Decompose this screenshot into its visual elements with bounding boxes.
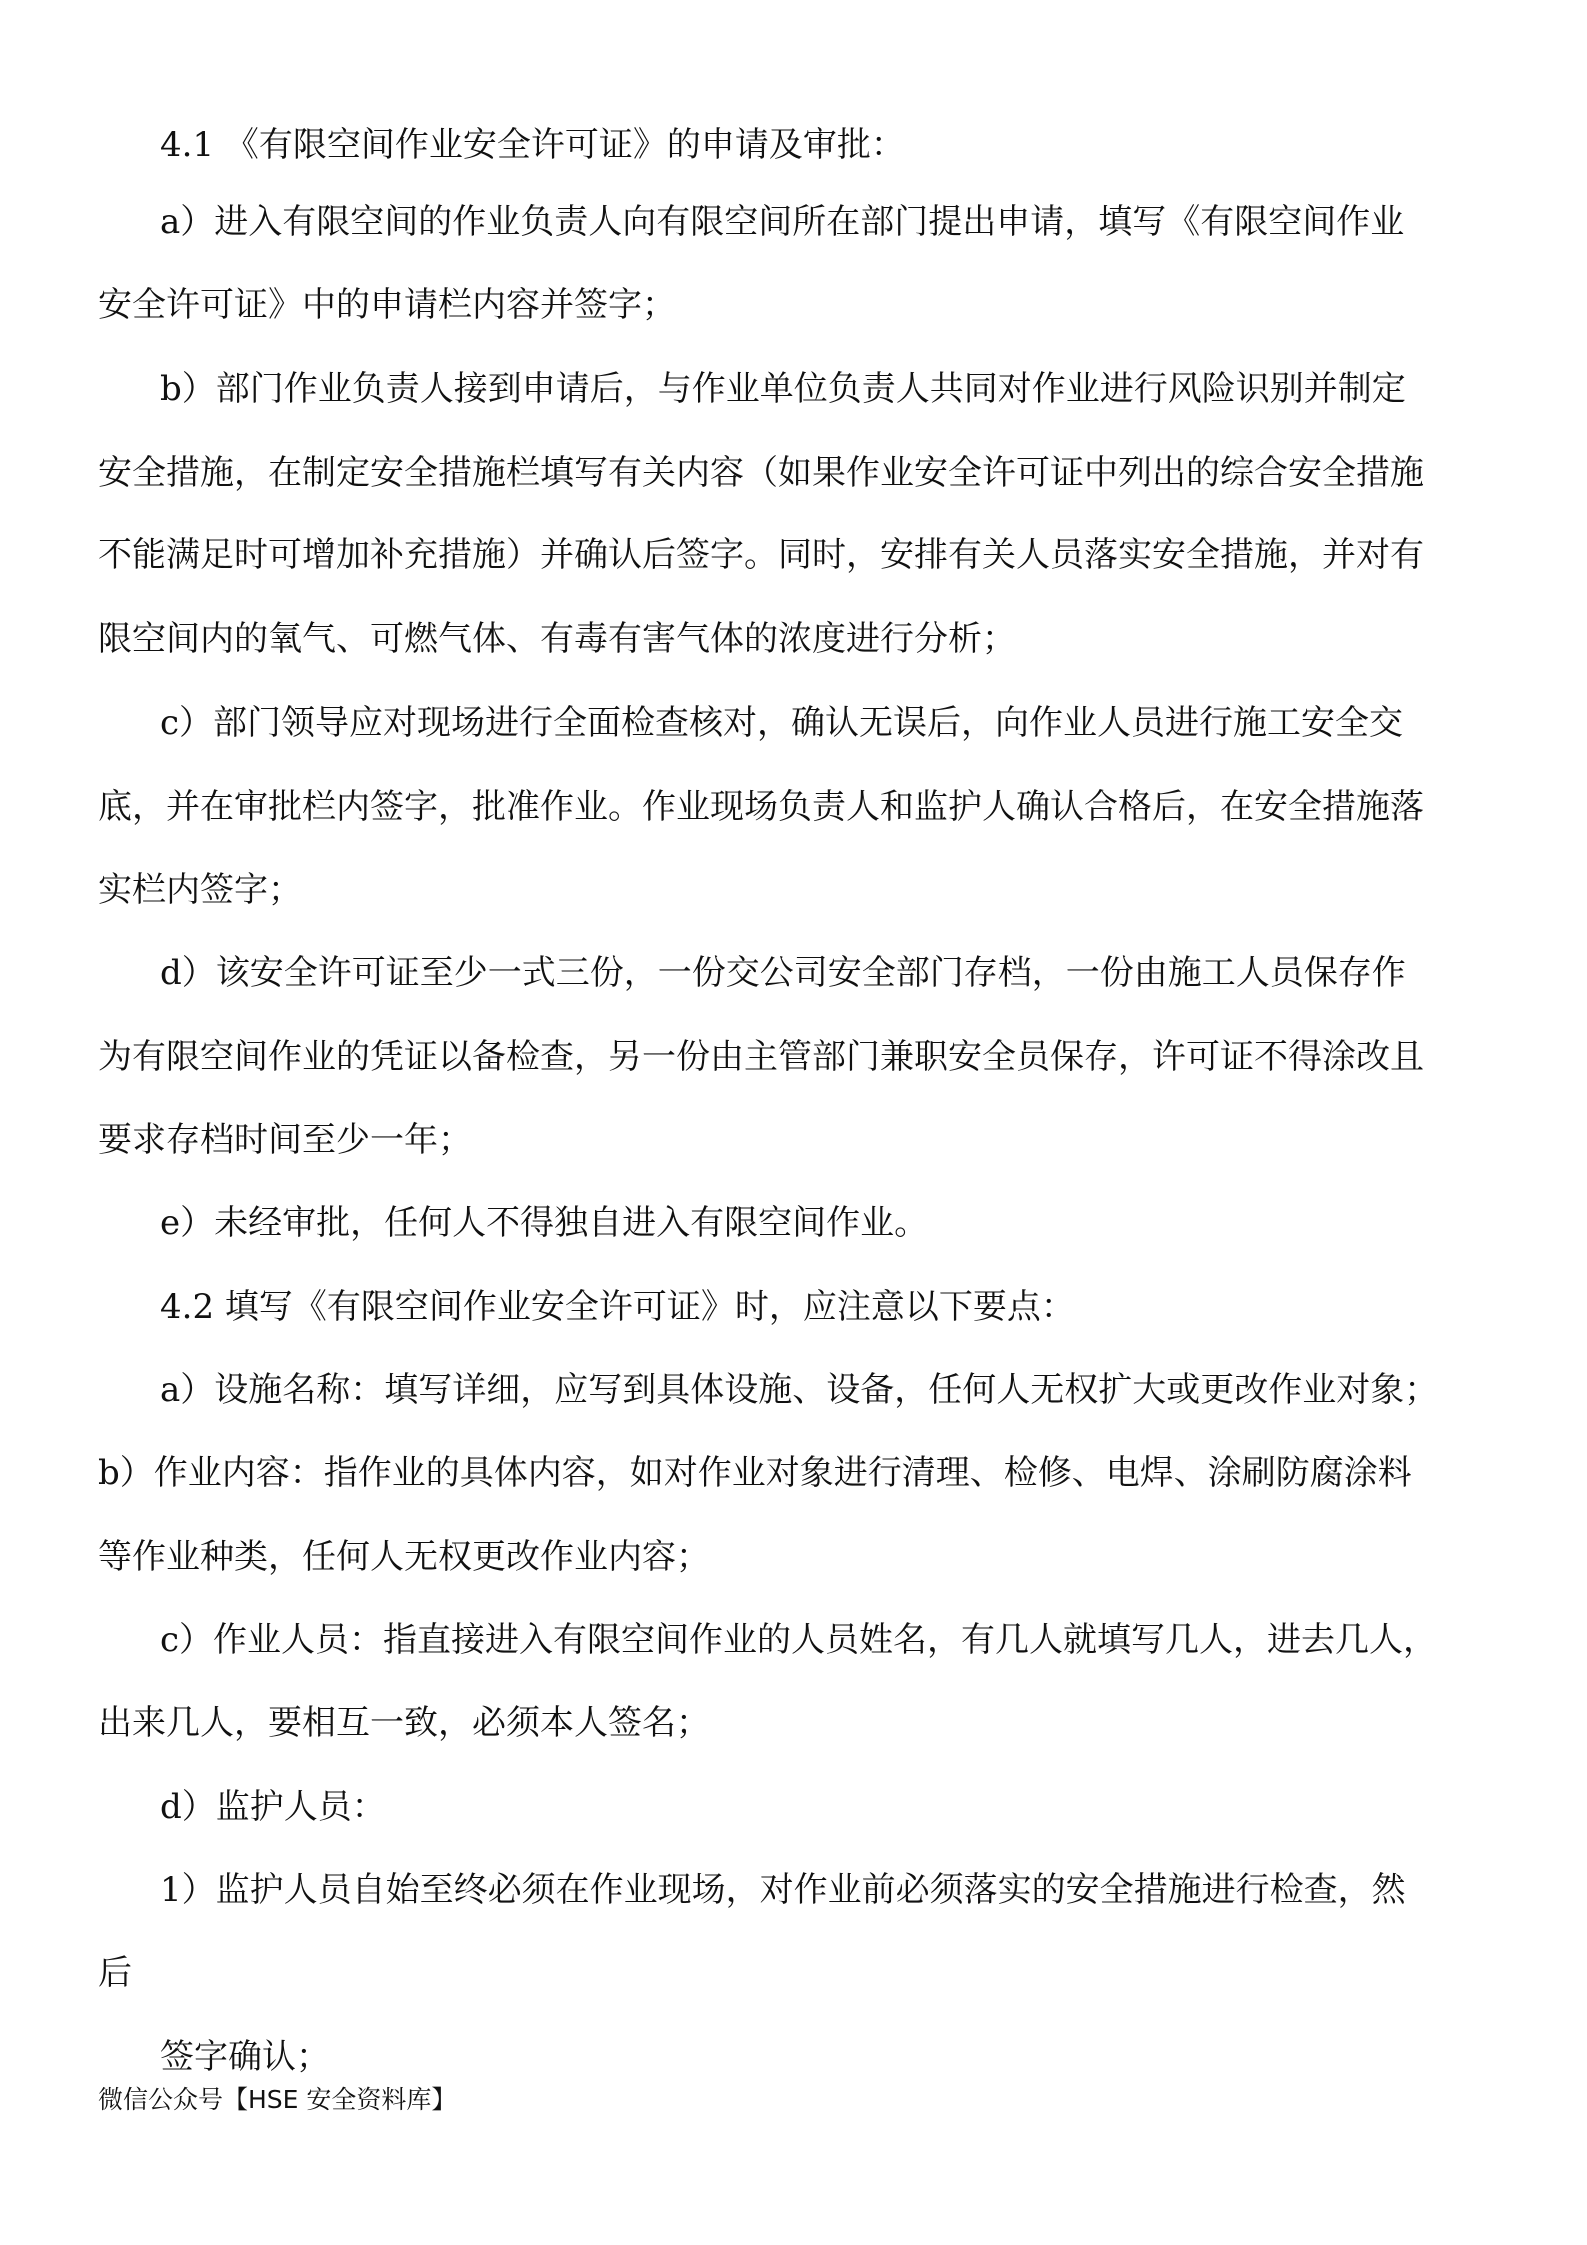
paragraph-a-line-2: 安全许可证》中的申请栏内容并签字；: [98, 285, 676, 325]
subitem-1-line-3: 签字确认；: [160, 2037, 330, 2077]
item-c-line-1: c）作业人员：指直接进入有限空间作业的人员姓名，有几人就填写几人，进去几人，: [160, 1620, 1438, 1660]
paragraph-b-line-1: b）部门作业负责人接到申请后，与作业单位负责人共同对作业进行风险识别并制定: [160, 369, 1406, 409]
paragraph-b-line-2: 安全措施，在制定安全措施栏填写有关内容（如果作业安全许可证中列出的综合安全措施: [98, 453, 1424, 493]
footer-watermark-text: 微信公众号【HSE 安全资料库】: [98, 2085, 457, 2114]
paragraph-c-line-1: c）部门领导应对现场进行全面检查核对，确认无误后，向作业人员进行施工安全交: [160, 703, 1404, 743]
paragraph-c-line-3: 实栏内签字；: [98, 870, 302, 910]
paragraph-b-line-3: 不能满足时可增加补充措施）并确认后签字。同时，安排有关人员落实安全措施，并对有: [98, 535, 1424, 575]
item-d-heading: d）监护人员：: [160, 1787, 386, 1827]
paragraph-d-line-1: d）该安全许可证至少一式三份，一份交公司安全部门存档，一份由施工人员保存作: [160, 953, 1406, 993]
item-b-line-1: b）作业内容：指作业的具体内容，如对作业对象进行清理、检修、电焊、涂刷防腐涂料: [98, 1453, 1412, 1493]
paragraph-d-line-3: 要求存档时间至少一年；: [98, 1120, 472, 1160]
item-a-facility-name: a）设施名称：填写详细，应写到具体设施、设备，任何人无权扩大或更改作业对象；: [160, 1370, 1439, 1410]
paragraph-b-line-4: 限空间内的氧气、可燃气体、有毒有害气体的浓度进行分析；: [98, 619, 1016, 659]
paragraph-d-line-2: 为有限空间作业的凭证以备检查，另一份由主管部门兼职安全员保存，许可证不得涂改且: [98, 1037, 1424, 1077]
item-c-line-2: 出来几人，要相互一致，必须本人签名；: [98, 1703, 710, 1743]
heading-4-1: 4.1 《有限空间作业安全许可证》的申请及审批：: [160, 125, 905, 165]
subitem-1-line-2: 后: [98, 1953, 132, 1993]
heading-4-2: 4.2 填写《有限空间作业安全许可证》时，应注意以下要点：: [160, 1287, 1075, 1327]
paragraph-a-line-1: a）进入有限空间的作业负责人向有限空间所在部门提出申请，填写《有限空间作业: [160, 202, 1405, 242]
paragraph-e-line-1: e）未经审批，任何人不得独自进入有限空间作业。: [160, 1203, 929, 1243]
subitem-1-line-1: 1）监护人员自始至终必须在作业现场，对作业前必须落实的安全措施进行检查，然: [160, 1870, 1406, 1910]
item-b-line-2: 等作业种类，任何人无权更改作业内容；: [98, 1537, 710, 1577]
paragraph-c-line-2: 底，并在审批栏内签字，批准作业。作业现场负责人和监护人确认合格后，在安全措施落: [98, 787, 1424, 827]
